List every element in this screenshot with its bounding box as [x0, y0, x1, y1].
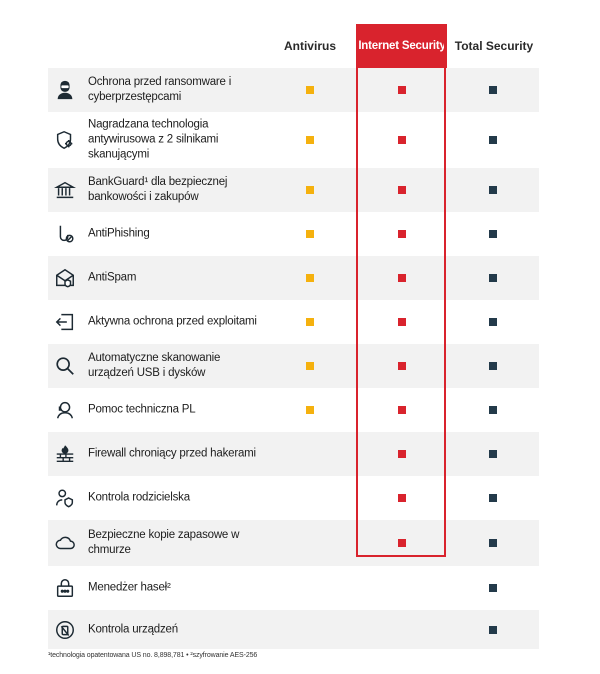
phishing-hook-icon: [54, 223, 76, 245]
column-headers: [0, 24, 600, 68]
table-row: [48, 432, 539, 476]
parental-shield-icon: [54, 487, 76, 509]
comparison-table: [48, 68, 539, 649]
internet-security-check: [398, 274, 406, 282]
feature-label: Aktywna ochrona przed exploitami: [88, 315, 257, 328]
table-row: [48, 112, 539, 168]
antivirus-check: [306, 406, 314, 414]
total-security-check: [489, 406, 497, 414]
antivirus-check: [306, 274, 314, 282]
total-security-check: [489, 494, 497, 502]
bank-icon: [54, 179, 76, 201]
feature-label: Pomoc techniczna PL: [88, 403, 196, 416]
total-security-check: [489, 450, 497, 458]
column-header-antivirus: Antivirus: [283, 39, 336, 53]
table-row: [48, 566, 539, 610]
feature-label: BankGuard¹ dla bezpiecznej bankowości i zakupów: [88, 176, 228, 203]
table-row: [48, 520, 539, 566]
feature-label: Kontrola urządzeń: [88, 623, 178, 635]
total-security-check: [489, 274, 497, 282]
feature-label: Firewall chroniący przed hakerami: [88, 447, 256, 460]
table-row: [48, 68, 539, 112]
table-row: [48, 212, 539, 256]
device-control-icon: [54, 619, 76, 641]
total-security-check: [489, 362, 497, 370]
antivirus-check: [306, 186, 314, 194]
table-row: [48, 300, 539, 344]
cloud-icon: [54, 532, 76, 554]
column-header-total-security: Total Security: [454, 39, 534, 53]
table-row: [48, 256, 539, 300]
internet-security-check: [398, 318, 406, 326]
internet-security-check: [398, 539, 406, 547]
internet-security-check: [398, 86, 406, 94]
footnote: ¹technologia opatentowana US no. 8,898,781 • ²szyfrowanie AES-256: [48, 652, 258, 659]
feature-label: Bezpieczne kopie zapasowe w chmurze: [88, 529, 240, 556]
internet-security-check: [398, 494, 406, 502]
hacker-icon: [54, 79, 76, 101]
feature-label: Ochrona przed ransomware i cyberprzestępcami: [88, 76, 232, 103]
antivirus-check: [306, 136, 314, 144]
internet-security-check: [398, 136, 406, 144]
total-security-check: [489, 186, 497, 194]
total-security-check: [489, 136, 497, 144]
internet-security-check: [398, 362, 406, 370]
internet-security-check: [398, 406, 406, 414]
column-header-internet-security: Internet Security: [357, 24, 447, 68]
feature-label: Menedżer haseł²: [88, 581, 171, 594]
feature-label: Nagradzana technologia antywirusowa z 2 silnikami skanującymi: [88, 118, 219, 161]
feature-label: Kontrola rodzicielska: [88, 491, 190, 504]
total-security-check: [489, 539, 497, 547]
exploit-arrow-icon: [54, 311, 76, 333]
total-security-check: [489, 86, 497, 94]
total-security-check: [489, 626, 497, 634]
antivirus-check: [306, 318, 314, 326]
internet-security-check: [398, 450, 406, 458]
internet-security-check: [398, 230, 406, 238]
firewall-icon: [54, 443, 76, 465]
feature-label: AntiPhishing: [88, 227, 150, 240]
total-security-check: [489, 230, 497, 238]
antivirus-check: [306, 230, 314, 238]
total-security-check: [489, 584, 497, 592]
internet-security-check: [398, 186, 406, 194]
table-row: [48, 610, 539, 649]
total-security-check: [489, 318, 497, 326]
table-row: [48, 388, 539, 432]
magnifier-icon: [54, 355, 76, 377]
password-lock-icon: [54, 577, 76, 599]
table-row: [48, 344, 539, 388]
antivirus-check: [306, 86, 314, 94]
table-row: [48, 168, 539, 212]
shield-virus-icon: [54, 129, 76, 151]
table-row: [48, 476, 539, 520]
antivirus-check: [306, 362, 314, 370]
support-person-icon: [54, 399, 76, 421]
feature-label: AntiSpam: [88, 271, 137, 284]
feature-label: Automatyczne skanowanie urządzeń USB i dysków: [88, 352, 221, 379]
spam-mail-icon: [54, 267, 76, 289]
